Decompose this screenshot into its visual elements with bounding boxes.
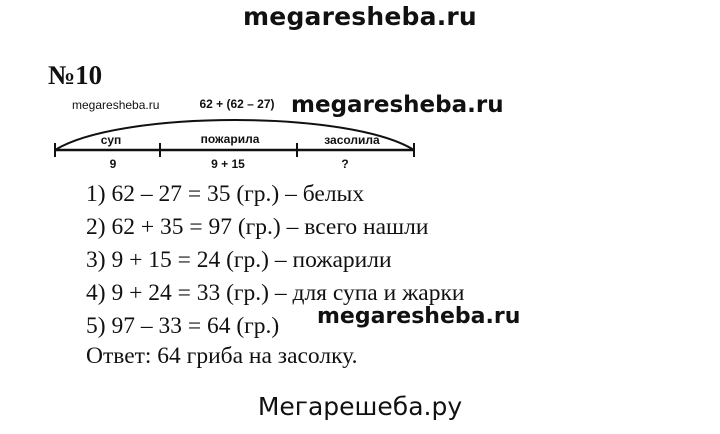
segment-value-salted: ? — [341, 157, 349, 171]
segment-value-soup: 9 — [109, 157, 117, 171]
segment-label-fried: пожарила — [200, 132, 260, 146]
watermark-middle-1: megaresheba.ru — [291, 92, 504, 118]
watermark-small: megaresheba.ru — [72, 98, 160, 112]
segment-label-soup: суп — [100, 133, 122, 147]
solution-step: 3) 9 + 15 = 24 (гр.) – пожарили — [86, 247, 392, 273]
solution-step: 1) 62 – 27 = 35 (гр.) – белых — [86, 181, 365, 207]
watermark-top: megaresheba.ru — [243, 2, 477, 31]
watermark-bottom: Мегарешеба.ру — [257, 392, 463, 421]
watermark-middle-2: megaresheba.ru — [317, 304, 521, 329]
problem-number: №10 — [48, 60, 103, 90]
solution-step: 4) 9 + 24 = 33 (гр.) – для супа и жарки — [86, 280, 465, 306]
solution-step: 5) 97 – 33 = 64 (гр.) — [86, 313, 280, 339]
segment-value-fried: 9 + 15 — [211, 157, 245, 171]
segment-label-salted: засолила — [324, 133, 380, 147]
solution-step: 2) 62 + 35 = 97 (гр.) – всего нашли — [86, 214, 429, 240]
diagram-top-expression: 62 + (62 – 27) — [199, 97, 275, 111]
answer-line: Ответ: 64 гриба на засолку. — [86, 343, 358, 369]
